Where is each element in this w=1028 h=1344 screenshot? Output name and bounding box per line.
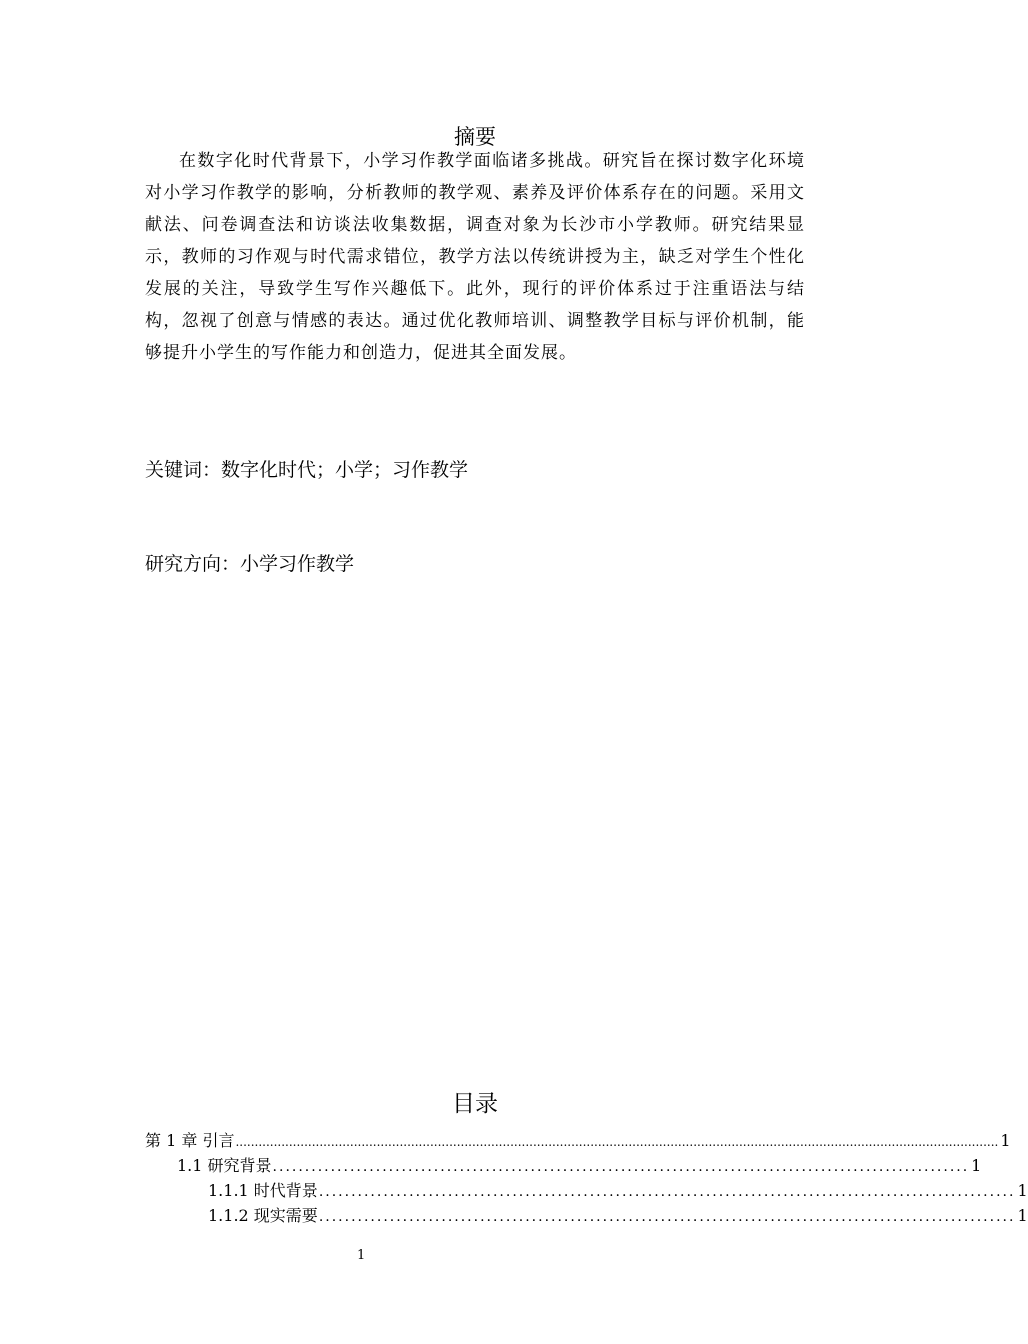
toc-entry-page: 1 (971, 1156, 982, 1175)
research-direction: 研究方向：小学习作教学 (145, 553, 355, 575)
toc-entry-label: 1.1.2 现实需要 (208, 1206, 318, 1225)
toc-entry-page: 1 (1017, 1181, 1028, 1200)
abstract-body: 在数字化时代背景下，小学习作教学面临诸多挑战。研究旨在探讨数字化环境对小学习作教学的影响，分析教师的教学观、素养及评价体系存在的问题。采用文献法、问卷调查法和访谈法收集数据，调查对象为长沙市小学教师。研究结果显示，教师的习作观与时代需求错位，教学方法以传统讲授为主，缺乏对学生个性化发展的关注，导致学生写作兴趣低下。此外，现行的评价体系过于注重语法与结构，忽视了创意与情感的表达。通过优化教师培训、调整教学目标与评价机制，能够提升小学生的写作能力和创造力，促进其全面发展。 (145, 151, 805, 363)
toc-title: 目录 (452, 1091, 498, 1117)
toc-dot-leader: ............................................................................................................ (318, 1184, 1016, 1200)
toc-dot-leader: ............................................................................................................ (318, 1209, 1016, 1225)
toc-entry-1-1[interactable] (145, 1153, 982, 1178)
toc-entry-label: 1.1 研究背景 (177, 1156, 272, 1175)
page-number: 1 (357, 1248, 366, 1263)
toc-entry-1-1-1[interactable] (145, 1178, 1028, 1203)
toc-entry-page: 1 (1000, 1131, 1011, 1150)
toc-entry-label: 1.1.1 时代背景 (208, 1181, 318, 1200)
abstract-title: 摘要 (454, 125, 496, 149)
toc-entry-chapter-1[interactable] (145, 1128, 1011, 1153)
table-of-contents (145, 1128, 1028, 1228)
toc-dot-leader: ........................................................................................................................................................................................................ (235, 1135, 999, 1149)
toc-entry-page: 1 (1017, 1206, 1028, 1225)
keywords: 关键词：数字化时代；小学；习作教学 (145, 459, 469, 481)
toc-entry-label: 第 1 章 引言 (145, 1131, 235, 1150)
toc-entry-1-1-2[interactable] (145, 1203, 1028, 1228)
toc-dot-leader: ............................................................................................................ (272, 1159, 970, 1175)
